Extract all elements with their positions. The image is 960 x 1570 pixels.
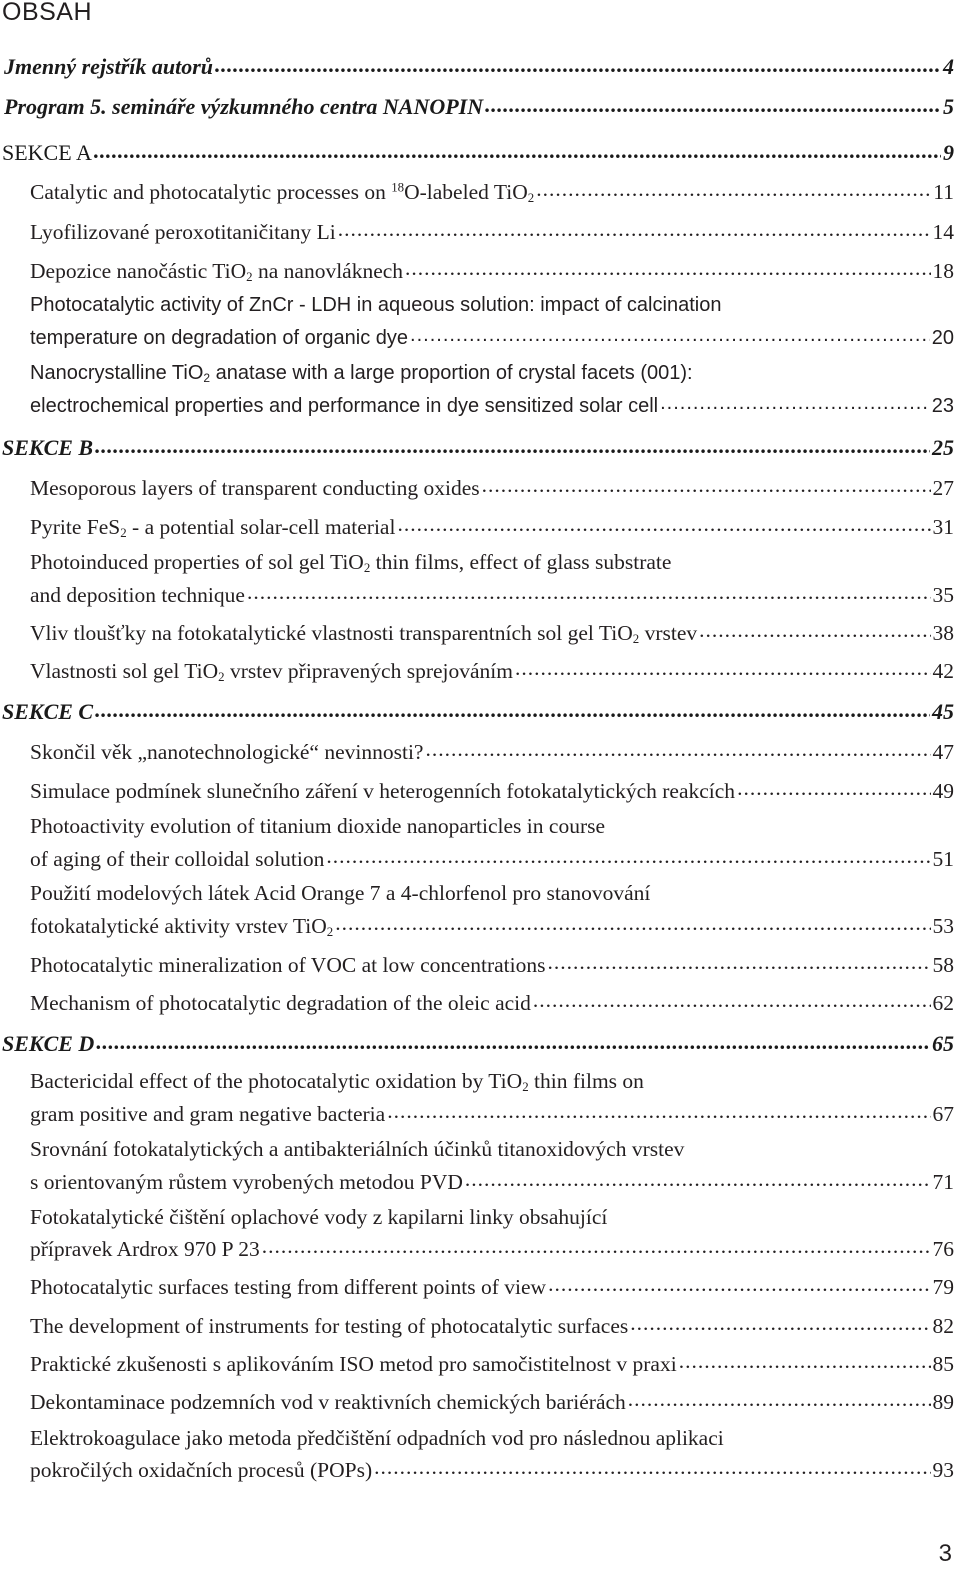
toc-entry-line2[interactable] bbox=[30, 392, 954, 422]
leader-dots bbox=[660, 392, 930, 412]
subscript: 2 bbox=[527, 190, 535, 205]
toc-page-number: 71 bbox=[932, 1169, 954, 1194]
toc-page-number: 53 bbox=[932, 913, 954, 938]
leader-dots bbox=[374, 1455, 930, 1477]
toc-entry-line2[interactable] bbox=[30, 911, 954, 941]
toc-section-label: Jmenný rejstřík autorů bbox=[4, 54, 214, 79]
leader-dots bbox=[247, 580, 931, 602]
toc-page-number: 58 bbox=[932, 952, 954, 977]
leader-dots bbox=[465, 1167, 931, 1189]
toc-entry-line2[interactable] bbox=[30, 1099, 954, 1129]
entry-title: Photocatalytic surfaces testing from different points of view bbox=[30, 1274, 547, 1299]
entry-title: pokročilých oxidačních procesů (POPs) bbox=[30, 1457, 373, 1482]
toc-page-number: 31 bbox=[932, 514, 954, 539]
leader-dots bbox=[410, 324, 930, 344]
toc-entry[interactable] bbox=[30, 988, 954, 1018]
leader-dots bbox=[536, 177, 931, 199]
entry-title: O-labeled TiO bbox=[404, 179, 528, 204]
toc-entry-line1[interactable] bbox=[30, 814, 954, 844]
leader-dots bbox=[397, 512, 930, 534]
toc-page-number: 18 bbox=[932, 258, 954, 283]
entry-title: - a potential solar-cell material bbox=[126, 514, 396, 539]
leader-dots bbox=[482, 473, 931, 495]
leader-dots bbox=[335, 911, 930, 933]
subscript: 2 bbox=[120, 525, 127, 540]
leader-dots bbox=[95, 697, 930, 719]
toc-page-number: 5 bbox=[943, 94, 954, 119]
entry-title: Praktické zkušenosti s aplikováním ISO metod pro samočistitelnost v praxi bbox=[30, 1351, 677, 1376]
toc-entry-line2[interactable] bbox=[30, 324, 954, 354]
entry-title: Elektrokoagulace jako metoda předčištění odpadních vod pro následnou aplikaci bbox=[30, 1426, 724, 1450]
toc-page-number: 42 bbox=[932, 658, 954, 683]
toc-section-d[interactable] bbox=[2, 1029, 954, 1059]
leader-dots bbox=[96, 1029, 930, 1051]
entry-title: of aging of their colloidal solution bbox=[30, 846, 325, 871]
toc-section-label: SEKCE D bbox=[2, 1031, 95, 1056]
toc-page-number: 49 bbox=[932, 778, 954, 803]
entry-title: Depozice nanočástic TiO bbox=[30, 258, 247, 283]
toc-page-number: 62 bbox=[932, 990, 954, 1015]
toc-entry[interactable] bbox=[30, 473, 954, 503]
leader-dots bbox=[215, 52, 941, 74]
toc-entry-line1[interactable] bbox=[30, 1205, 954, 1235]
entry-title: thin films, effect of glass substrate bbox=[370, 550, 672, 574]
entry-title: electrochemical properties and performance in dye sensitized solar cell bbox=[30, 395, 659, 417]
toc-section-program[interactable] bbox=[4, 92, 954, 122]
entry-title: Vlastnosti sol gel TiO bbox=[30, 658, 219, 683]
entry-title: Vliv tloušťky na fotokatalytické vlastnosti transparentních sol gel TiO bbox=[30, 620, 633, 645]
entry-title: Photocatalytic activity of ZnCr - LDH in aqueous solution: impact of calcination bbox=[30, 294, 722, 316]
entry-title: vrstev připravených sprejováním bbox=[224, 658, 513, 683]
entry-title: na nanovláknech bbox=[252, 258, 404, 283]
leader-dots bbox=[326, 844, 930, 866]
subscript: 2 bbox=[522, 1080, 529, 1095]
toc-entry[interactable] bbox=[30, 776, 954, 806]
toc-section-a[interactable] bbox=[2, 138, 954, 168]
page-title: OBSAH bbox=[2, 0, 93, 26]
toc-page-number: 85 bbox=[932, 1351, 954, 1376]
toc-entry-line1[interactable] bbox=[30, 362, 954, 392]
entry-title: Catalytic and photocatalytic processes on bbox=[30, 179, 392, 204]
entry-title: Fotokatalytické čištění oplachové vody z kapilarni linky obsahující bbox=[30, 1205, 608, 1229]
toc-entry-line1[interactable] bbox=[30, 1426, 954, 1456]
toc-entry[interactable] bbox=[30, 618, 954, 648]
toc-page-number: 76 bbox=[932, 1236, 954, 1261]
toc-entry[interactable] bbox=[30, 512, 954, 542]
toc-page-number: 25 bbox=[932, 435, 954, 460]
toc-page-number: 82 bbox=[932, 1313, 954, 1338]
subscript: 2 bbox=[246, 269, 253, 284]
entry-title: gram positive and gram negative bacteria bbox=[30, 1101, 386, 1126]
toc-page-number: 23 bbox=[931, 395, 954, 417]
toc-section-label: Program 5. semináře výzkumného centra NANOPIN bbox=[4, 94, 484, 119]
subscript: 2 bbox=[632, 631, 640, 646]
toc-page-number: 65 bbox=[932, 1031, 954, 1056]
entry-title: Mechanism of photocatalytic degradation of the oleic acid bbox=[30, 990, 531, 1015]
leader-dots bbox=[405, 256, 930, 278]
toc-page-number: 51 bbox=[932, 846, 954, 871]
entry-title: Mesoporous layers of transparent conducting oxides bbox=[30, 475, 480, 500]
subscript: 2 bbox=[203, 371, 211, 385]
toc-page-number: 45 bbox=[932, 699, 954, 724]
toc-page-number: 47 bbox=[932, 739, 954, 764]
entry-title: Nanocrystalline TiO bbox=[30, 362, 204, 384]
toc-section-label: SEKCE C bbox=[2, 699, 94, 724]
toc-entry[interactable] bbox=[30, 256, 954, 286]
entry-title: Skončil věk „nanotechnologické“ nevinnosti? bbox=[30, 739, 424, 764]
leader-dots bbox=[548, 1272, 930, 1294]
entry-title: temperature on degradation of organic dye bbox=[30, 327, 409, 349]
entry-title: Photoinduced properties of sol gel TiO bbox=[30, 550, 364, 574]
toc-entry[interactable] bbox=[30, 177, 954, 207]
leader-dots bbox=[515, 656, 931, 678]
entry-title: anatase with a large proportion of crystal facets (001): bbox=[210, 362, 693, 384]
leader-dots bbox=[262, 1234, 931, 1256]
leader-dots bbox=[679, 1349, 931, 1371]
toc-entry-line1[interactable] bbox=[30, 1137, 954, 1167]
toc-page-number: 20 bbox=[931, 327, 954, 349]
toc-page-number: 67 bbox=[932, 1101, 954, 1126]
toc-entry-line2[interactable] bbox=[30, 1167, 954, 1197]
leader-dots bbox=[387, 1099, 930, 1121]
entry-title: Photoactivity evolution of titanium dioxide nanoparticles in course bbox=[30, 814, 606, 838]
subscript: 2 bbox=[218, 669, 225, 684]
toc-entry-line1[interactable] bbox=[30, 1069, 954, 1099]
toc-page-number: 93 bbox=[932, 1457, 954, 1482]
entry-title: Bactericidal effect of the photocatalytic oxidation by TiO bbox=[30, 1069, 523, 1093]
entry-title: thin films on bbox=[528, 1069, 644, 1093]
toc-page-number: 11 bbox=[933, 179, 954, 204]
toc-section-author-index[interactable] bbox=[4, 52, 954, 82]
leader-dots bbox=[547, 950, 930, 972]
leader-dots bbox=[628, 1387, 931, 1409]
toc-entry-line1[interactable] bbox=[30, 550, 954, 580]
toc-entry[interactable] bbox=[30, 656, 954, 686]
toc-entry[interactable] bbox=[30, 217, 954, 247]
superscript: 18 bbox=[391, 179, 405, 194]
leader-dots bbox=[533, 988, 931, 1010]
toc-page-number: 9 bbox=[943, 140, 954, 165]
toc-page-number: 38 bbox=[932, 620, 954, 645]
toc-entry[interactable] bbox=[30, 1311, 954, 1341]
toc-section-c[interactable] bbox=[2, 697, 954, 727]
entry-title: Použití modelových látek Acid Orange 7 a 4-chlorfenol pro stanovování bbox=[30, 881, 651, 905]
toc-section-label: SEKCE B bbox=[2, 435, 94, 460]
subscript: 2 bbox=[363, 561, 371, 576]
entry-title: Pyrite FeS bbox=[30, 514, 121, 539]
toc-page-number: 4 bbox=[943, 54, 954, 79]
toc-entry-line2[interactable] bbox=[30, 1455, 954, 1485]
toc-page-number: 14 bbox=[932, 219, 954, 244]
entry-title: Lyofilizované peroxotitaničitany Li bbox=[30, 219, 336, 244]
leader-dots bbox=[94, 138, 941, 160]
toc-section-label: SEKCE A bbox=[2, 140, 92, 165]
entry-title: and deposition technique bbox=[30, 582, 245, 607]
page-number: 3 bbox=[938, 1540, 952, 1567]
toc-section-b[interactable] bbox=[2, 433, 954, 463]
toc-entry[interactable] bbox=[30, 950, 954, 980]
subscript: 2 bbox=[326, 924, 334, 939]
toc-entry-line2[interactable] bbox=[30, 580, 954, 610]
toc-page-number: 89 bbox=[932, 1389, 954, 1414]
entry-title: přípravek Ardrox 970 P 23 bbox=[30, 1236, 260, 1261]
entry-title: Photocatalytic mineralization of VOC at low concentrations bbox=[30, 952, 546, 977]
toc-entry[interactable] bbox=[30, 737, 954, 767]
leader-dots bbox=[95, 433, 930, 455]
leader-dots bbox=[425, 737, 930, 759]
entry-title: Srovnání fotokatalytických a antibakteriálních účinků titanoxidových vrstev bbox=[30, 1137, 685, 1161]
leader-dots bbox=[737, 776, 930, 798]
entry-title: s orientovaným růstem vyrobených metodou PVD bbox=[30, 1169, 463, 1194]
entry-title: The development of instruments for testing of photocatalytic surfaces bbox=[30, 1313, 629, 1338]
entry-title: Dekontaminace podzemních vod v reaktivních chemických bariérách bbox=[30, 1389, 626, 1414]
toc-page-number: 27 bbox=[932, 475, 954, 500]
leader-dots bbox=[630, 1311, 930, 1333]
entry-title: fotokatalytické aktivity vrstev TiO bbox=[30, 913, 327, 938]
toc-entry-line1[interactable] bbox=[30, 294, 954, 324]
toc-page-number: 79 bbox=[932, 1274, 954, 1299]
toc-entry-line2[interactable] bbox=[30, 1234, 954, 1264]
leader-dots bbox=[485, 92, 941, 114]
toc-entry-line2[interactable] bbox=[30, 844, 954, 874]
toc-entry[interactable] bbox=[30, 1349, 954, 1379]
entry-title: Simulace podmínek slunečního záření v heterogenních fotokatalytických reakcích bbox=[30, 778, 736, 803]
toc-entry[interactable] bbox=[30, 1272, 954, 1302]
leader-dots bbox=[699, 618, 930, 640]
leader-dots bbox=[338, 217, 931, 239]
toc-entry-line1[interactable] bbox=[30, 881, 954, 911]
toc-page-number: 35 bbox=[932, 582, 954, 607]
entry-title: vrstev bbox=[639, 620, 698, 645]
toc-entry[interactable] bbox=[30, 1387, 954, 1417]
